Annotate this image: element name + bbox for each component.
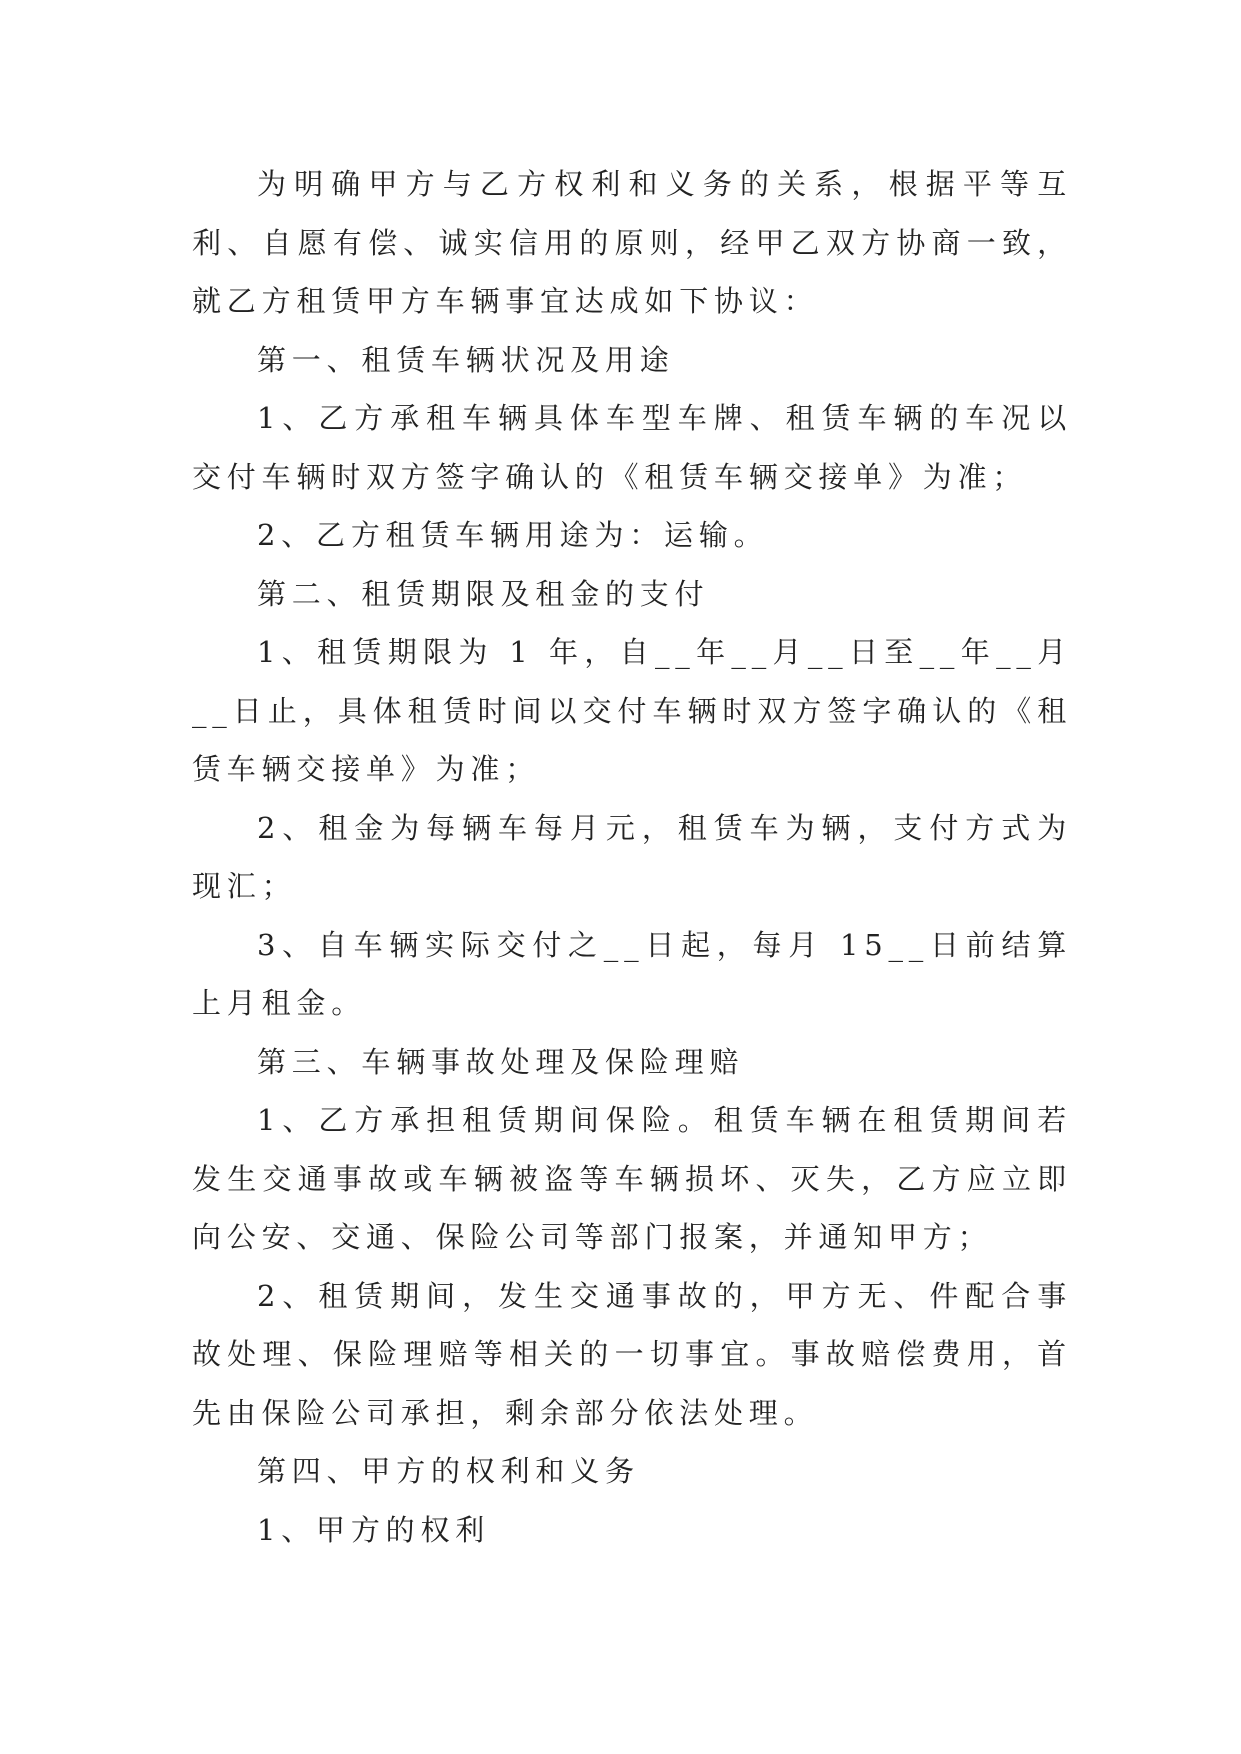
section-heading-1: 第一、租赁车辆状况及用途 <box>257 342 675 377</box>
clause-2-1: 1、租赁期限为 1 年，自__年__月__日至__年__月__日止，具体租赁时间以交付车辆时双方签字确认的《租赁车辆交接单》为准； <box>192 635 1072 786</box>
clause-4-1: 1、甲方的权利 <box>257 1512 491 1547</box>
clause-1-1: 1、乙方承租车辆具体车型车牌、租赁车辆的车况以交付车辆时双方签字确认的《租赁车辆交接单》为准； <box>192 401 1072 494</box>
section-heading-2: 第二、租赁期限及租金的支付 <box>257 576 710 611</box>
clause-2-2: 2、租金为每辆车每月元，租赁车为辆，支付方式为现汇； <box>192 810 1072 903</box>
clause-3-2: 2、租赁期间，发生交通事故的，甲方无、件配合事故处理、保险理赔等相关的一切事宜。事故赔偿费用，首先由保险公司承担，剩余部分依法处理。 <box>192 1278 1072 1430</box>
document-body <box>192 155 1072 1559</box>
paragraph-preamble: 为明确甲方与乙方权利和义务的关系，根据平等互利、自愿有偿、诚实信用的原则，经甲乙双方协商一致，就乙方租赁甲方车辆事宜达成如下协议： <box>192 167 1072 318</box>
clause-2-3: 3、自车辆实际交付之__日起，每月 15__日前结算上月租金。 <box>192 927 1072 1020</box>
clause-3-1: 1、乙方承担租赁期间保险。租赁车辆在租赁期间若发生交通事故或车辆被盗等车辆损坏、灭失，乙方应立即向公安、交通、保险公司等部门报案，并通知甲方； <box>192 1103 1072 1254</box>
clause-1-2: 2、乙方租赁车辆用途为：运输。 <box>257 518 769 552</box>
section-heading-4: 第四、甲方的权利和义务 <box>257 1454 640 1488</box>
section-heading-3: 第三、车辆事故处理及保险理赔 <box>257 1044 745 1079</box>
